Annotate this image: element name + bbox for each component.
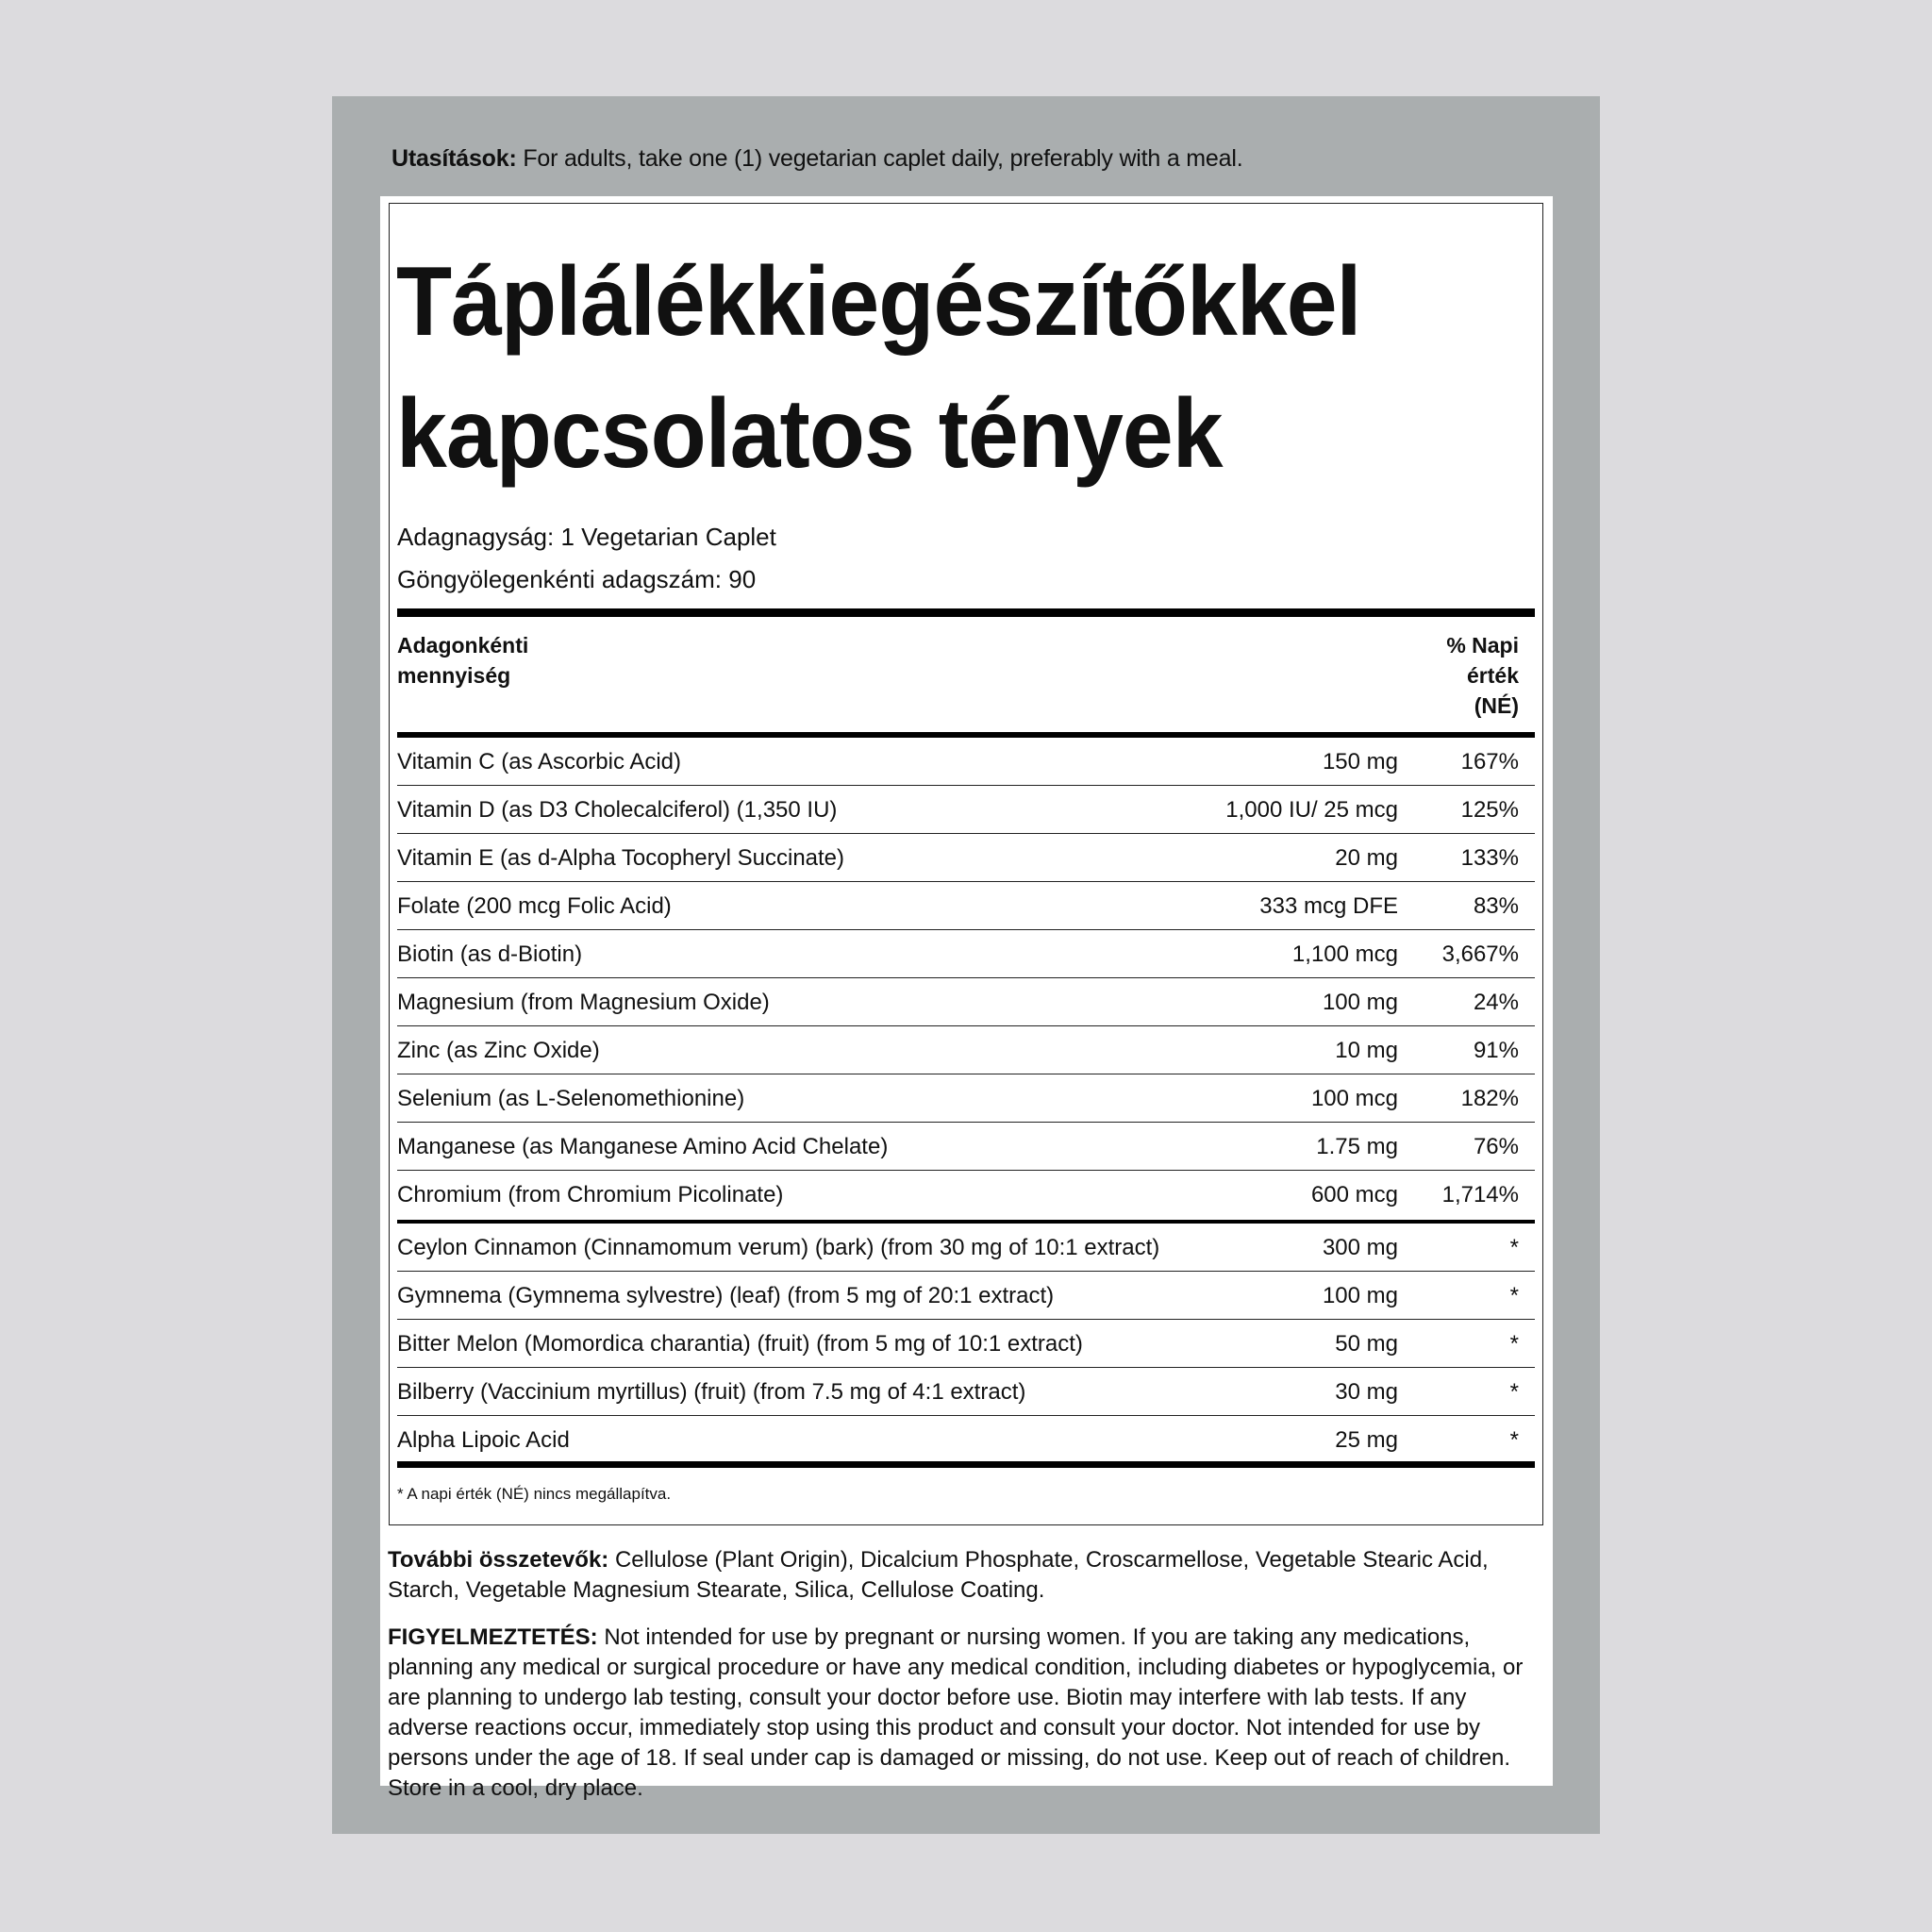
daily-value-percent: 76% bbox=[1473, 1134, 1519, 1159]
title-line-1: Táplálékkiegészítőkkel bbox=[396, 247, 1361, 357]
table-row bbox=[397, 834, 1535, 882]
ingredient-name: Vitamin C (as Ascorbic Acid) bbox=[397, 749, 681, 774]
table-row bbox=[397, 1272, 1535, 1320]
directions bbox=[391, 142, 1571, 175]
amount-header-line-2: mennyiség bbox=[397, 663, 511, 688]
table-row bbox=[397, 1368, 1535, 1416]
daily-value-percent: 24% bbox=[1473, 990, 1519, 1015]
daily-value-percent: 167% bbox=[1460, 749, 1519, 774]
amount-per-serving: 25 mg bbox=[1335, 1427, 1398, 1453]
daily-value-percent: 83% bbox=[1473, 893, 1519, 919]
amount-per-serving: 600 mcg bbox=[1310, 1182, 1398, 1208]
amount-per-serving: 150 mg bbox=[1322, 749, 1398, 774]
ingredient-name: Zinc (as Zinc Oxide) bbox=[397, 1038, 600, 1063]
supplement-facts-title bbox=[396, 236, 1475, 500]
table-row bbox=[397, 738, 1535, 786]
amount-per-serving: 1,000 IU/ 25 mcg bbox=[1225, 797, 1398, 823]
ingredient-name: Biotin (as d-Biotin) bbox=[397, 941, 583, 967]
amount-per-serving: 1,100 mcg bbox=[1291, 941, 1398, 967]
daily-value-percent: 91% bbox=[1473, 1038, 1519, 1063]
daily-value-percent: * bbox=[1509, 1427, 1519, 1453]
dv-header-line-3: (NÉ) bbox=[1474, 693, 1519, 718]
dv-header-line-2: érték bbox=[1467, 663, 1519, 688]
table-row bbox=[397, 786, 1535, 834]
table-row bbox=[397, 882, 1535, 930]
ingredient-name: Selenium (as L-Selenomethionine) bbox=[397, 1086, 745, 1111]
ingredient-name: Chromium (from Chromium Picolinate) bbox=[397, 1182, 784, 1208]
daily-value-footnote: * A napi érték (NÉ) nincs megállapítva. bbox=[397, 1485, 672, 1503]
daily-value-header bbox=[1396, 630, 1519, 721]
ingredient-name: Bitter Melon (Momordica charantia) (fruit) (from 5 mg of 10:1 extract) bbox=[397, 1331, 1083, 1357]
amount-per-serving: 1.75 mg bbox=[1316, 1134, 1398, 1159]
other-ingredients-text: Cellulose (Plant Origin), Dicalcium Phosphate, Croscarmellose, Vegetable Stearic Acid, Starch, Vegetable Magnesium Stearate, Silica, Cellulose Coating. bbox=[388, 1547, 1489, 1603]
ingredient-name: Bilberry (Vaccinium myrtillus) (fruit) (from 7.5 mg of 4:1 extract) bbox=[397, 1379, 1026, 1405]
table-row bbox=[397, 1224, 1535, 1272]
table-row bbox=[397, 978, 1535, 1026]
serving-size: Adagnagyság: 1 Vegetarian Caplet bbox=[397, 523, 776, 551]
daily-value-percent: 182% bbox=[1460, 1086, 1519, 1111]
daily-value-percent: * bbox=[1509, 1283, 1519, 1308]
ingredient-name: Vitamin D (as D3 Cholecalciferol) (1,350 IU) bbox=[397, 797, 838, 823]
amount-per-serving-header bbox=[397, 630, 528, 691]
amount-per-serving: 100 mg bbox=[1322, 1283, 1398, 1308]
table-row bbox=[397, 1026, 1535, 1074]
daily-value-percent: * bbox=[1509, 1379, 1519, 1405]
other-ingredients bbox=[388, 1545, 1543, 1606]
table-row bbox=[397, 1320, 1535, 1368]
dv-header-line-1: % Napi bbox=[1446, 633, 1519, 658]
table-row bbox=[397, 930, 1535, 978]
daily-value-percent: 125% bbox=[1460, 797, 1519, 823]
title-line-2: kapcsolatos tények bbox=[396, 379, 1223, 489]
table-row bbox=[397, 1123, 1535, 1171]
table-row bbox=[397, 1171, 1535, 1219]
other-ingredients-label: További összetevők: bbox=[388, 1547, 609, 1573]
thick-divider-bottom bbox=[397, 1461, 1535, 1468]
directions-text: For adults, take one (1) vegetarian caplet daily, preferably with a meal. bbox=[516, 145, 1243, 172]
ingredient-name: Manganese (as Manganese Amino Acid Chelate) bbox=[397, 1134, 889, 1159]
ingredient-name: Vitamin E (as d-Alpha Tocopheryl Succinate) bbox=[397, 845, 845, 871]
ingredient-name: Gymnema (Gymnema sylvestre) (leaf) (from 5 mg of 20:1 extract) bbox=[397, 1283, 1055, 1308]
table-row bbox=[397, 1416, 1535, 1464]
daily-value-percent: 3,667% bbox=[1441, 941, 1519, 967]
table-row bbox=[397, 1074, 1535, 1123]
daily-value-percent: * bbox=[1509, 1331, 1519, 1357]
thick-divider-top bbox=[397, 608, 1535, 617]
amount-per-serving: 50 mg bbox=[1335, 1331, 1398, 1357]
ingredient-name: Magnesium (from Magnesium Oxide) bbox=[397, 990, 770, 1015]
amount-per-serving: 30 mg bbox=[1335, 1379, 1398, 1405]
ingredient-name: Folate (200 mcg Folic Acid) bbox=[397, 893, 672, 919]
warning bbox=[388, 1623, 1543, 1804]
amount-header-line-1: Adagonkénti bbox=[397, 633, 529, 658]
amount-per-serving: 333 mcg DFE bbox=[1259, 893, 1398, 919]
amount-per-serving: 100 mg bbox=[1322, 990, 1398, 1015]
daily-value-percent: 1,714% bbox=[1441, 1182, 1519, 1208]
warning-label: FIGYELMEZTETÉS: bbox=[388, 1624, 598, 1650]
amount-per-serving: 300 mg bbox=[1322, 1235, 1398, 1260]
servings-per-container: Göngyölegenkénti adagszám: 90 bbox=[397, 565, 757, 593]
ingredient-name: Alpha Lipoic Acid bbox=[397, 1427, 570, 1453]
amount-per-serving: 10 mg bbox=[1335, 1038, 1398, 1063]
amount-per-serving: 100 mcg bbox=[1310, 1086, 1398, 1111]
daily-value-percent: * bbox=[1509, 1235, 1519, 1260]
warning-text: Not intended for use by pregnant or nursing women. If you are taking any medications, planning any medical or surgical procedure or have any medical condition, including diabetes or hypoglycemia, or are planning to undergo lab testing, consult your doctor before use. Biotin may interfere with lab tests. If any adverse reactions occur, immediately stop using this product and consult your doctor. Not intended for use by persons under the age of 18. If seal under cap is damaged or missing, do not use. Keep out of reach of children. Store in a cool, dry place. bbox=[388, 1624, 1524, 1801]
directions-label: Utasítások: bbox=[391, 145, 517, 172]
daily-value-percent: 133% bbox=[1460, 845, 1519, 871]
ingredient-name: Ceylon Cinnamon (Cinnamomum verum) (bark) (from 30 mg of 10:1 extract) bbox=[397, 1235, 1160, 1260]
amount-per-serving: 20 mg bbox=[1335, 845, 1398, 871]
